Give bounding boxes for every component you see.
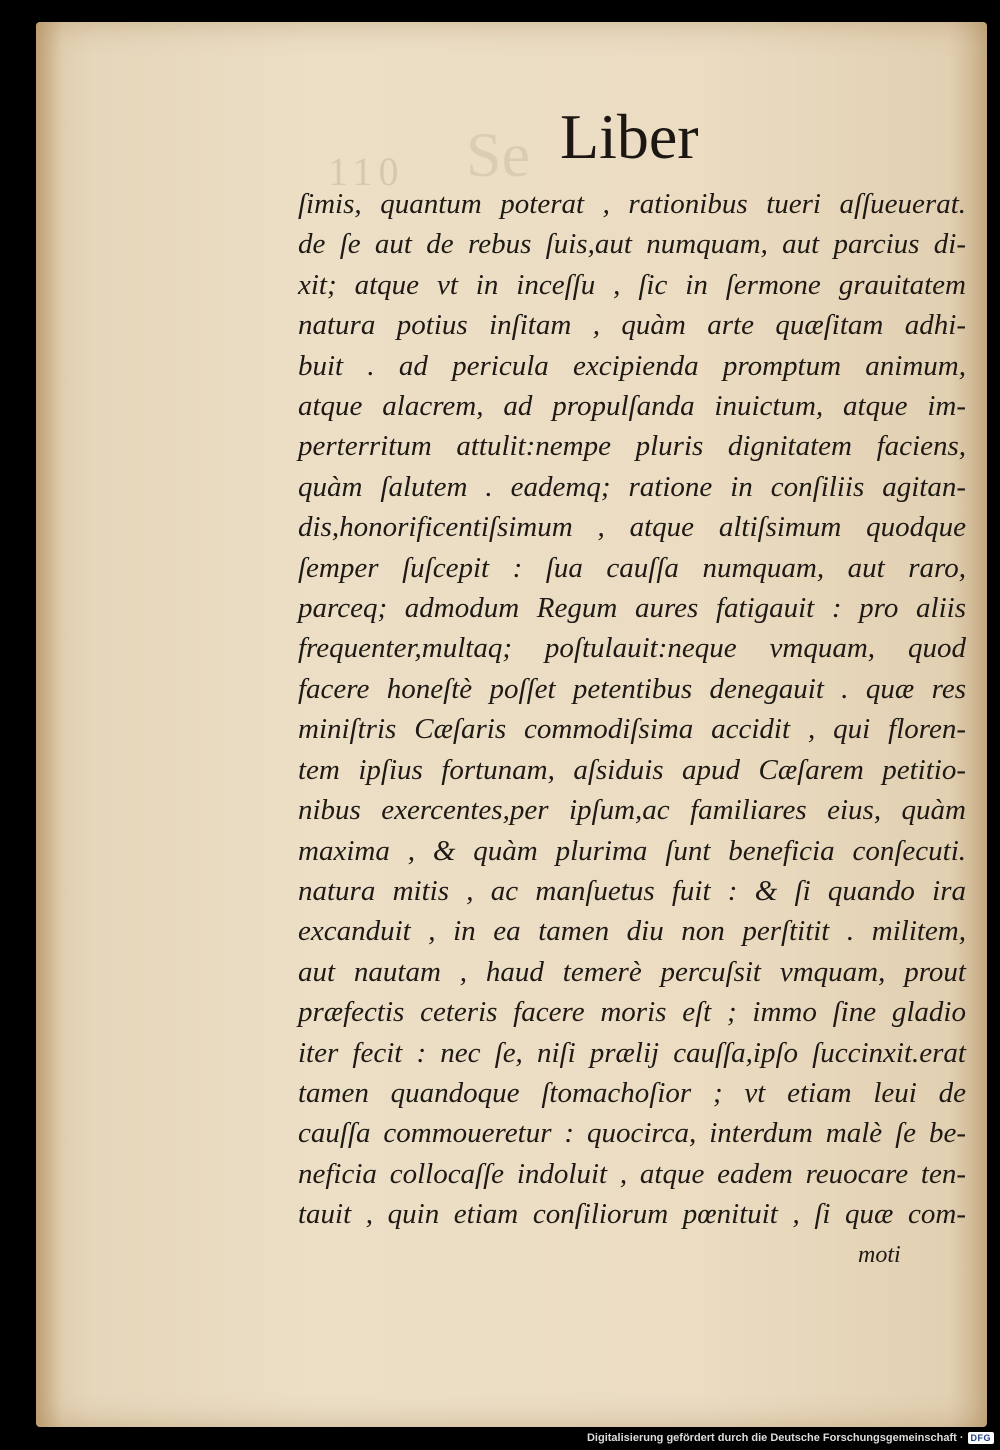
text-line: quàm ſalutem . eademq; ratione in conſiliis agitan- [298,470,966,503]
credit-text: Digitalisierung gefördert durch die Deutsche Forschungsgemeinschaft · [586,1432,964,1444]
text-line: ſimis, quantum poterat , rationibus tueri aſſueuerat. [298,188,966,220]
text-line: parceq; admodum Regum aures fatigauit : pro aliis [298,592,966,625]
bleed-through-page-number: 110 [328,149,405,194]
text-line: cauſſa commoueretur : quocirca, interdum malè ſe be- [298,1117,966,1150]
text-line: frequenter,multaq; poſtulauit:neque vmquam, quod [298,632,966,665]
text-line: de ſe aut de rebus ſuis,aut numquam, aut parcius di- [298,228,966,261]
text-line: ſemper ſuſcepit : ſua cauſſa numquam, aut raro, [298,551,966,584]
text-line: nibus exercentes,per ipſum,ac familiares eius, quàm [298,794,966,827]
text-line: iter fecit : nec ſe, niſi prælij cauſſa,ipſo ſuccinxit.erat [298,1036,966,1069]
text-line: facere honeſtè poſſet petentibus denegauit . quæ res [298,672,966,705]
text-line: aut nautam , haud temerè percuſsit vmquam, prout [298,955,966,988]
text-line: maxima , & quàm plurima ſunt beneficia conſecuti. [298,834,966,867]
text-line: tamen quandoque ſtomachoſior ; vt etiam leui de [298,1076,966,1109]
digitization-credit [587,1432,994,1444]
text-line: dis,honorificentiſsimum , atque altiſsimum quodque [298,511,966,544]
text-line: neficia collocaſſe indoluit , atque eadem reuocare ten- [298,1157,966,1190]
text-line: atque alacrem, ad propulſanda inuictum, atque im- [298,390,966,423]
text-line: excanduit , in ea tamen diu non perſtitit . militem, [298,915,966,948]
text-block [298,184,966,1235]
catchword: moti [858,1242,901,1268]
text-line: tem ipſius fortunam, aſsiduis apud Cæſarem petitio- [298,753,966,786]
running-head: Liber [560,101,699,172]
text-line: tauit , quin etiam conſiliorum pœnituit , ſi quæ com- [298,1198,966,1231]
text-line: xit; atque vt in inceſſu , ſic in ſermone grauitatem [298,268,966,301]
text-line: præfectis ceteris facere moris eſt ; immo ſine gladio [298,996,966,1029]
text-line: natura mitis , ac manſuetus fuit : & ſi quando ira [298,874,966,907]
text-line: miniſtris Cæſaris commodiſsima accidit , qui floren- [298,713,966,746]
text-line: buit . ad pericula excipienda promptum animum, [298,349,966,382]
bleed-through-text: Se [466,119,530,190]
text-line: perterritum attulit:nempe pluris dignitatem faciens, [298,430,966,463]
dfg-logo: DFG [968,1432,995,1444]
text-line: natura potius inſitam , quàm arte quæſitam adhi- [298,309,966,342]
